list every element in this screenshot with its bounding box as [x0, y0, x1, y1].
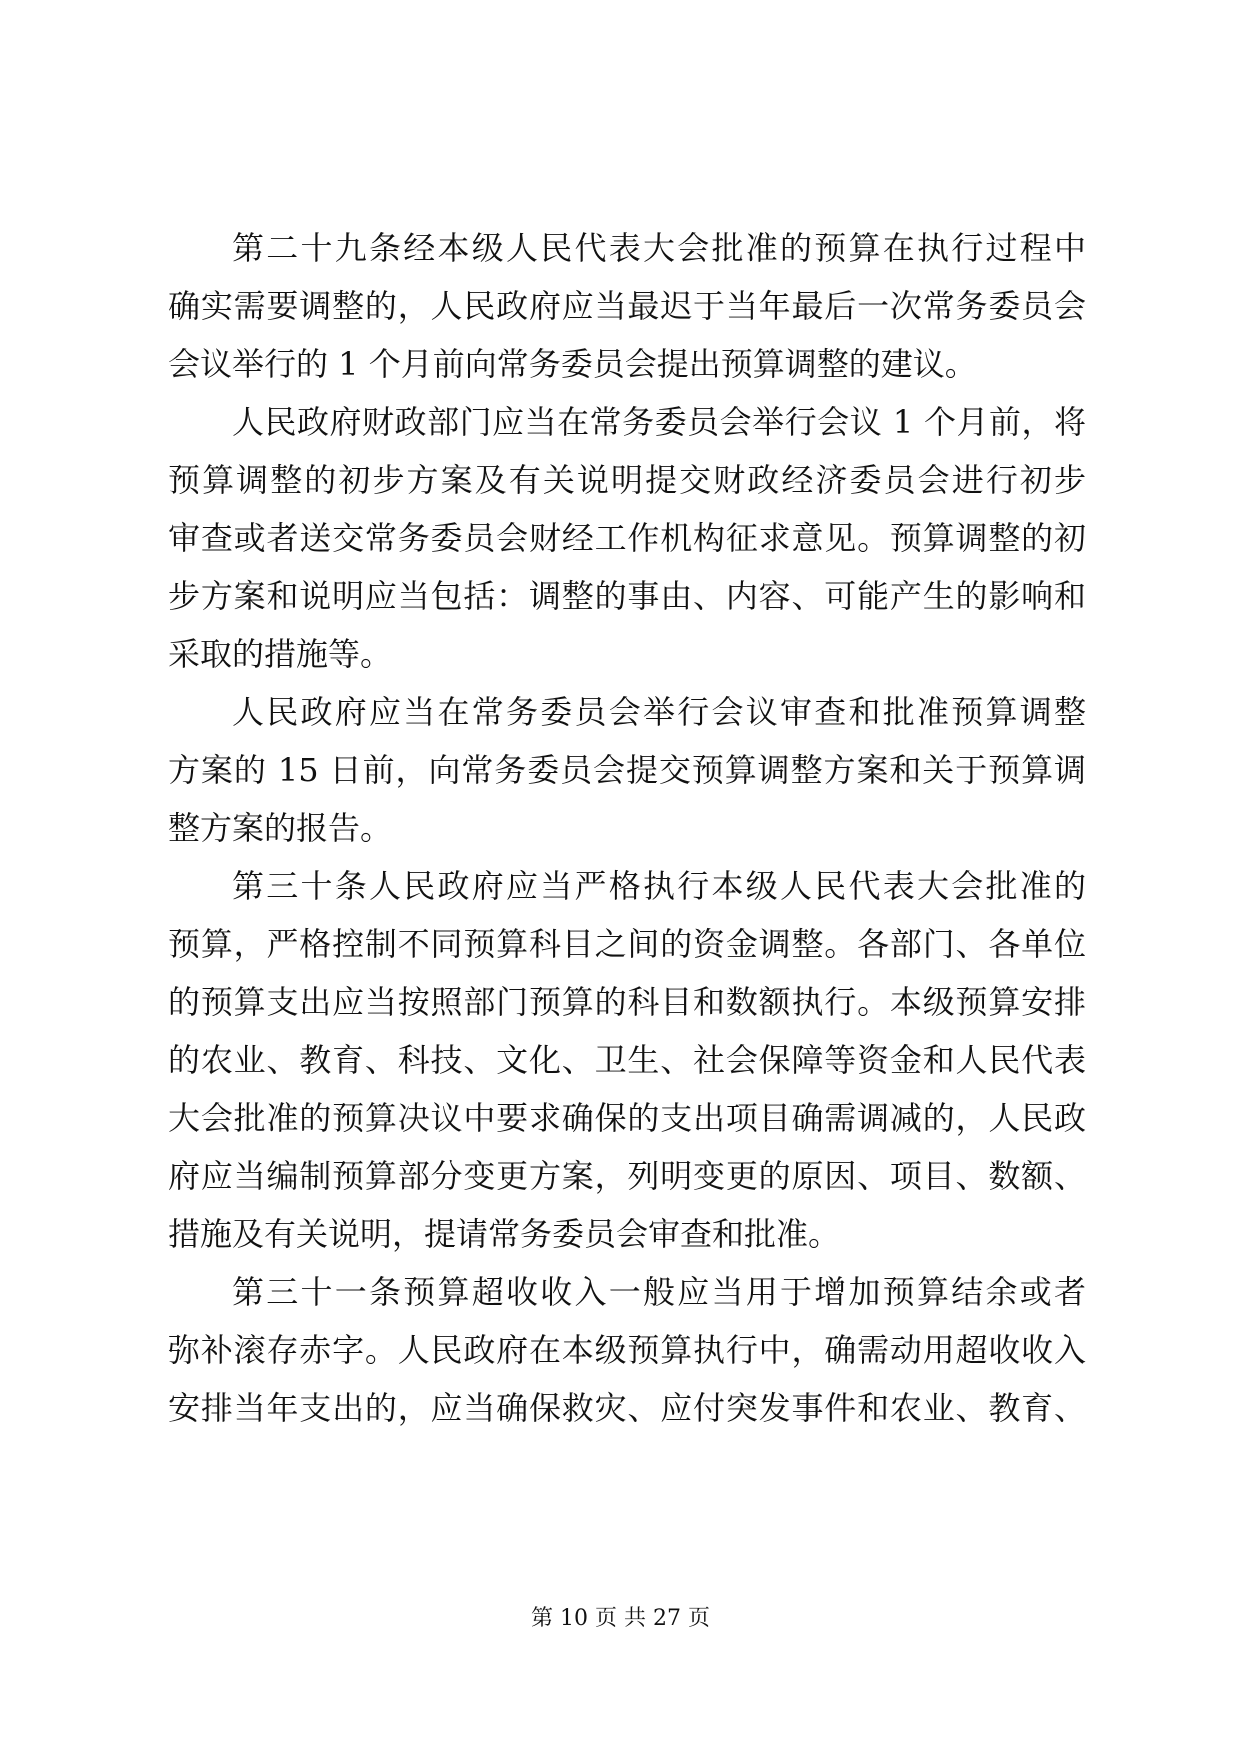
text-line: 弥补滚存赤字。人民政府在本级预算执行中，确需动用超收收入: [168, 1331, 1086, 1369]
text-line: 人民政府财政部门应当在常务委员会举行会议 1 个月前，将: [232, 403, 1086, 441]
text-line: 安排当年支出的，应当确保救灾、应付突发事件和农业、教育、: [168, 1389, 1086, 1427]
text-line: 第三十一条预算超收收入一般应当用于增加预算结余或者: [232, 1273, 1086, 1311]
text-line: 的农业、教育、科技、文化、卫生、社会保障等资金和人民代表: [168, 1041, 1086, 1079]
text-line: 人民政府应当在常务委员会举行会议审查和批准预算调整: [232, 693, 1086, 731]
text-line: 大会批准的预算决议中要求确保的支出项目确需调减的，人民政: [168, 1099, 1086, 1137]
text-line: 预算调整的初步方案及有关说明提交财政经济委员会进行初步: [168, 461, 1086, 499]
text-line: 步方案和说明应当包括：调整的事由、内容、可能产生的影响和: [168, 577, 1086, 615]
text-line: 会议举行的 1 个月前向常务委员会提出预算调整的建议。: [168, 345, 977, 383]
text-line: 府应当编制预算部分变更方案，列明变更的原因、项目、数额、: [168, 1157, 1086, 1195]
text-line: 措施及有关说明，提请常务委员会审查和批准。: [168, 1215, 841, 1253]
text-line: 方案的 15 日前，向常务委员会提交预算调整方案和关于预算调: [168, 751, 1086, 789]
text-line: 确实需要调整的，人民政府应当最迟于当年最后一次常务委员会: [168, 287, 1086, 325]
text-line: 审查或者送交常务委员会财经工作机构征求意见。预算调整的初: [168, 519, 1086, 557]
text-line: 整方案的报告。: [168, 809, 393, 847]
text-line: 的预算支出应当按照部门预算的科目和数额执行。本级预算安排: [168, 983, 1086, 1021]
text-line: 第二十九条经本级人民代表大会批准的预算在执行过程中: [232, 229, 1086, 267]
text-line: 第三十条人民政府应当严格执行本级人民代表大会批准的: [232, 867, 1086, 905]
text-line: 预算，严格控制不同预算科目之间的资金调整。各部门、各单位: [168, 925, 1086, 963]
page-number-footer: 第 10 页 共 27 页: [531, 1606, 710, 1631]
text-line: 采取的措施等。: [168, 635, 393, 673]
